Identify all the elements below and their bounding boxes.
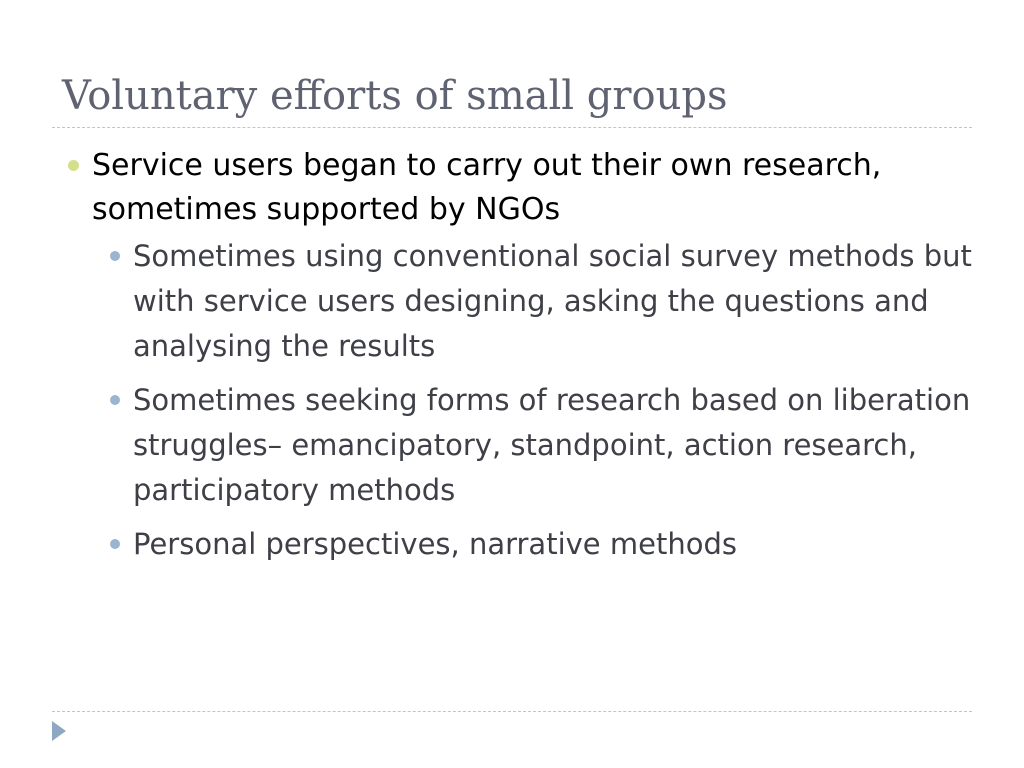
sub-bullet-text: Sometimes using conventional social survey methods but with service users designing, asking the questions and analysing the results bbox=[133, 239, 972, 363]
sub-bullet-item bbox=[102, 378, 972, 513]
sub-bullet-list bbox=[62, 234, 972, 567]
sub-bullet-text: Sometimes seeking forms of research based on liberation struggles– emancipatory, standpoint, action research, participatory methods bbox=[133, 383, 971, 507]
bullet-text: Service users began to carry out their own research, sometimes supported by NGOs bbox=[92, 148, 882, 227]
sub-bullet-marker-icon bbox=[110, 251, 120, 261]
slide-content bbox=[62, 144, 972, 576]
sub-bullet-text: Personal perspectives, narrative methods bbox=[133, 527, 737, 561]
sub-bullet-item bbox=[102, 522, 972, 567]
bullet-item bbox=[62, 144, 972, 232]
bullet-marker-icon bbox=[68, 160, 79, 171]
footer-divider bbox=[52, 711, 972, 712]
slide-title: Voluntary efforts of small groups bbox=[62, 73, 728, 119]
sub-bullet-marker-icon bbox=[110, 539, 120, 549]
play-arrow-icon[interactable] bbox=[52, 721, 66, 741]
sub-bullet-item bbox=[102, 234, 972, 369]
sub-bullet-marker-icon bbox=[110, 395, 120, 405]
title-divider bbox=[52, 127, 972, 128]
